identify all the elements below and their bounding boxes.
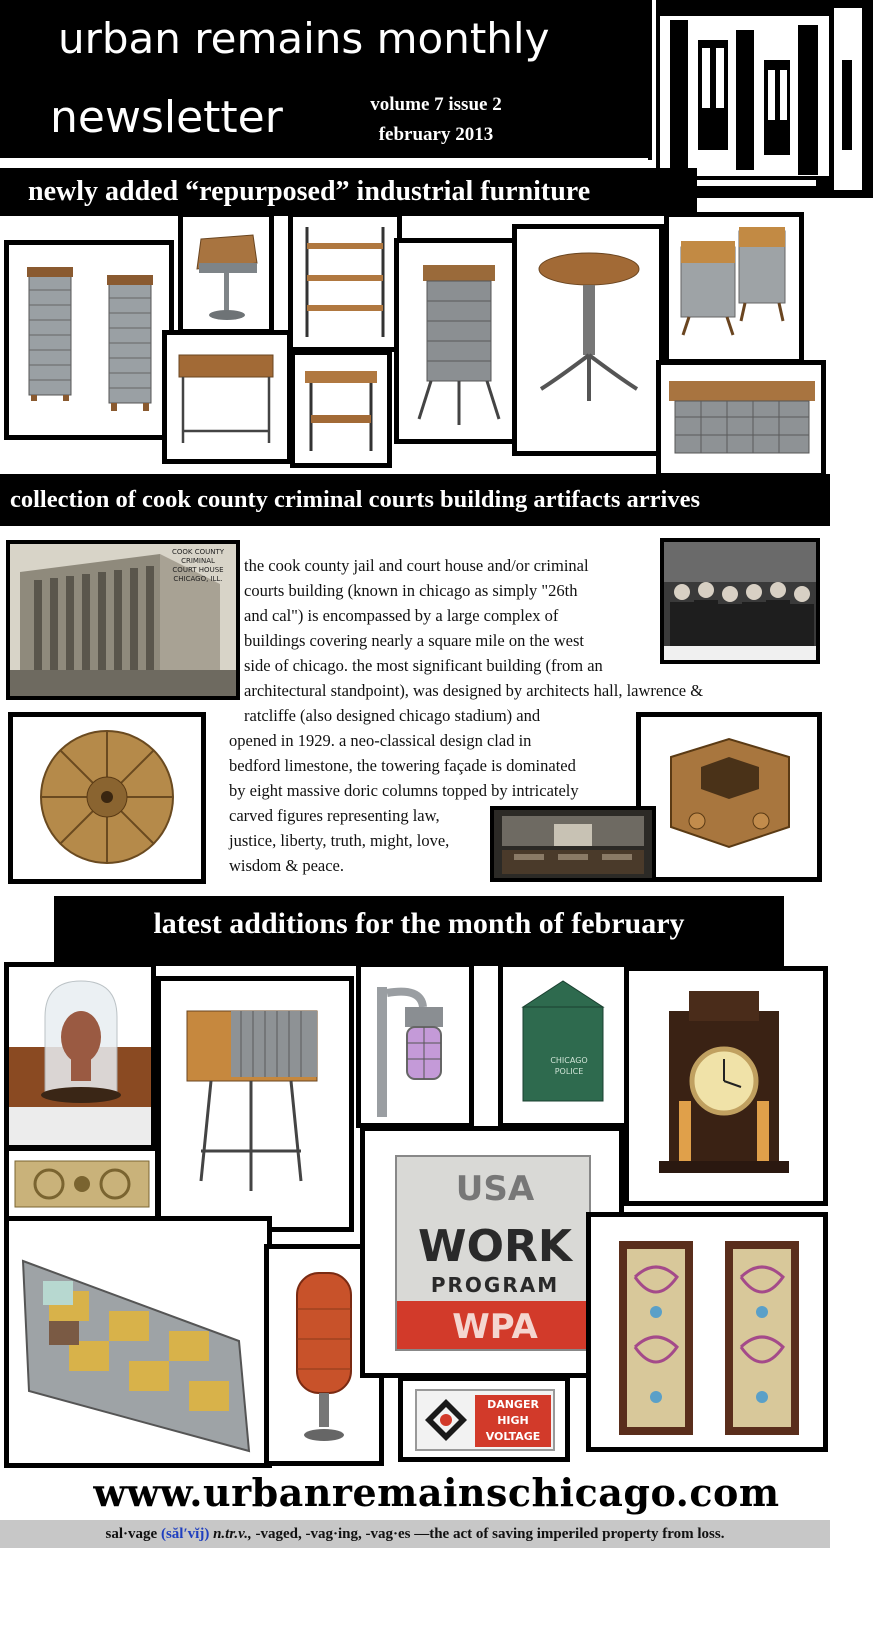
danger-label-line2: HIGH	[497, 1414, 529, 1427]
section-heading-latest: latest additions for the month of february	[54, 896, 784, 966]
photo-stained-glass	[586, 1212, 828, 1452]
police-box-label-line2: POLICE	[554, 1067, 584, 1076]
danger-label-line3: VOLTAGE	[485, 1430, 541, 1443]
website-url[interactable]: www.urbanremainschicago.com	[93, 1470, 780, 1515]
photo-rolltop-stand	[156, 976, 354, 1232]
wpa-sign-usa: USA	[455, 1169, 535, 1209]
photo-double-cabinet	[664, 212, 804, 364]
photo-steel-cabinets	[4, 240, 174, 440]
definition-word: sal·vage	[105, 1526, 158, 1542]
ornamental-panel-image	[9, 1151, 155, 1217]
cage-lamp-image	[361, 967, 469, 1123]
photo-specimen-case	[4, 1216, 272, 1468]
definition-text: -vaged, -vag·ing, -vag·es —the act of saving imperiled property from loss.	[255, 1526, 725, 1542]
danger-sign-panel	[415, 1389, 555, 1451]
photo-head-bell-jar	[4, 962, 156, 1150]
police-box-label	[545, 1055, 593, 1077]
definition-pronunciation: (sălʹvĭj)	[160, 1526, 210, 1542]
photo-rolling-cart	[394, 238, 528, 444]
rolltop-stand-image	[161, 981, 349, 1227]
photo-wpa-sign	[360, 1126, 624, 1378]
masthead-title-line2: newsletter	[50, 92, 283, 143]
planter-table-image	[167, 335, 287, 459]
section-heading-courts: collection of cook county criminal courts building artifacts arrives	[0, 474, 830, 526]
shelving-image	[293, 217, 397, 347]
article-line-5: side of chicago. the most significant building (from an	[244, 656, 603, 675]
photo-ornamental-panel	[4, 1146, 160, 1222]
photo-shelving	[288, 212, 402, 352]
building-caption-line3: CHICAGO, ILL.	[173, 575, 223, 583]
double-cabinet-image	[669, 217, 799, 359]
police-box-image	[503, 967, 625, 1123]
photo-drawer-bench	[656, 360, 826, 478]
photo-police-box	[498, 962, 630, 1128]
specimen-case-image	[9, 1221, 267, 1463]
section-heading-furniture: newly added “repurposed” industrial furniture	[0, 168, 697, 216]
article-line-9: bedford limestone, the towering façade is dominated	[229, 756, 576, 775]
article-line-2: courts building (known in chicago as simply "26th	[244, 581, 578, 600]
article-line-3: and cal") is encompassed by a large complex of	[244, 606, 559, 625]
stained-glass-image	[591, 1217, 823, 1447]
masthead	[0, 0, 652, 160]
pedestal-box-image	[183, 217, 269, 329]
article-body	[0, 553, 873, 878]
steel-cabinets-image	[9, 245, 169, 435]
building-caption-line1: COOK COUNTY CRIMINAL	[171, 548, 225, 565]
definition-band	[0, 1520, 830, 1548]
photo-round-table	[512, 224, 664, 456]
drawer-bench-image	[661, 365, 821, 473]
danger-diamond-icon	[423, 1397, 469, 1443]
article-line-12: justice, liberty, truth, might, love,	[229, 831, 450, 850]
photo-deco-clock	[624, 966, 828, 1206]
wpa-sign-wpa: WPA	[452, 1307, 538, 1347]
article-line-1: the cook county jail and court house and/or criminal	[244, 556, 589, 575]
issue-date: february 2013	[378, 124, 494, 145]
masthead-title-line1: urban remains monthly	[58, 14, 550, 63]
issue-box	[340, 84, 532, 154]
danger-label-box	[475, 1395, 551, 1447]
wpa-sign-work: WORK	[418, 1221, 572, 1272]
definition-part-of-speech: n.tr.v.,	[213, 1526, 252, 1542]
head-bell-jar-image	[9, 967, 151, 1145]
article-line-4: buildings covering nearly a square mile on the west	[244, 631, 584, 650]
deco-clock-image	[629, 971, 823, 1201]
wpa-sign-panel	[395, 1155, 591, 1351]
wpa-sign-program: PROGRAM	[430, 1273, 560, 1297]
article-line-13: wisdom & peace.	[229, 856, 345, 875]
article-line-6: architectural standpoint), was designed by architects hall, lawrence &	[244, 681, 704, 700]
issue-volume: volume 7 issue 2	[370, 94, 502, 115]
photo-small-table	[290, 350, 392, 468]
danger-label-line1: DANGER	[487, 1398, 539, 1411]
photo-planter-table	[162, 330, 292, 464]
small-table-image	[295, 355, 387, 463]
article-line-10: by eight massive doric columns topped by intricately	[229, 781, 579, 800]
photo-pedestal-box	[178, 212, 274, 334]
photo-danger-sign	[398, 1376, 570, 1462]
rolling-cart-image	[399, 243, 523, 439]
article-line-8: opened in 1929. a neo-classical design clad in	[229, 731, 532, 750]
police-box-label-line1: CHICAGO	[550, 1056, 588, 1065]
article-line-7: ratcliffe (also designed chicago stadium) and	[244, 706, 541, 725]
building-caption-line2: COURT HOUSE	[172, 566, 224, 574]
article-line-11: carved figures representing law,	[229, 806, 440, 825]
masthead-rule	[0, 158, 648, 161]
photo-cage-lamp	[356, 962, 474, 1128]
round-table-image	[517, 229, 659, 451]
